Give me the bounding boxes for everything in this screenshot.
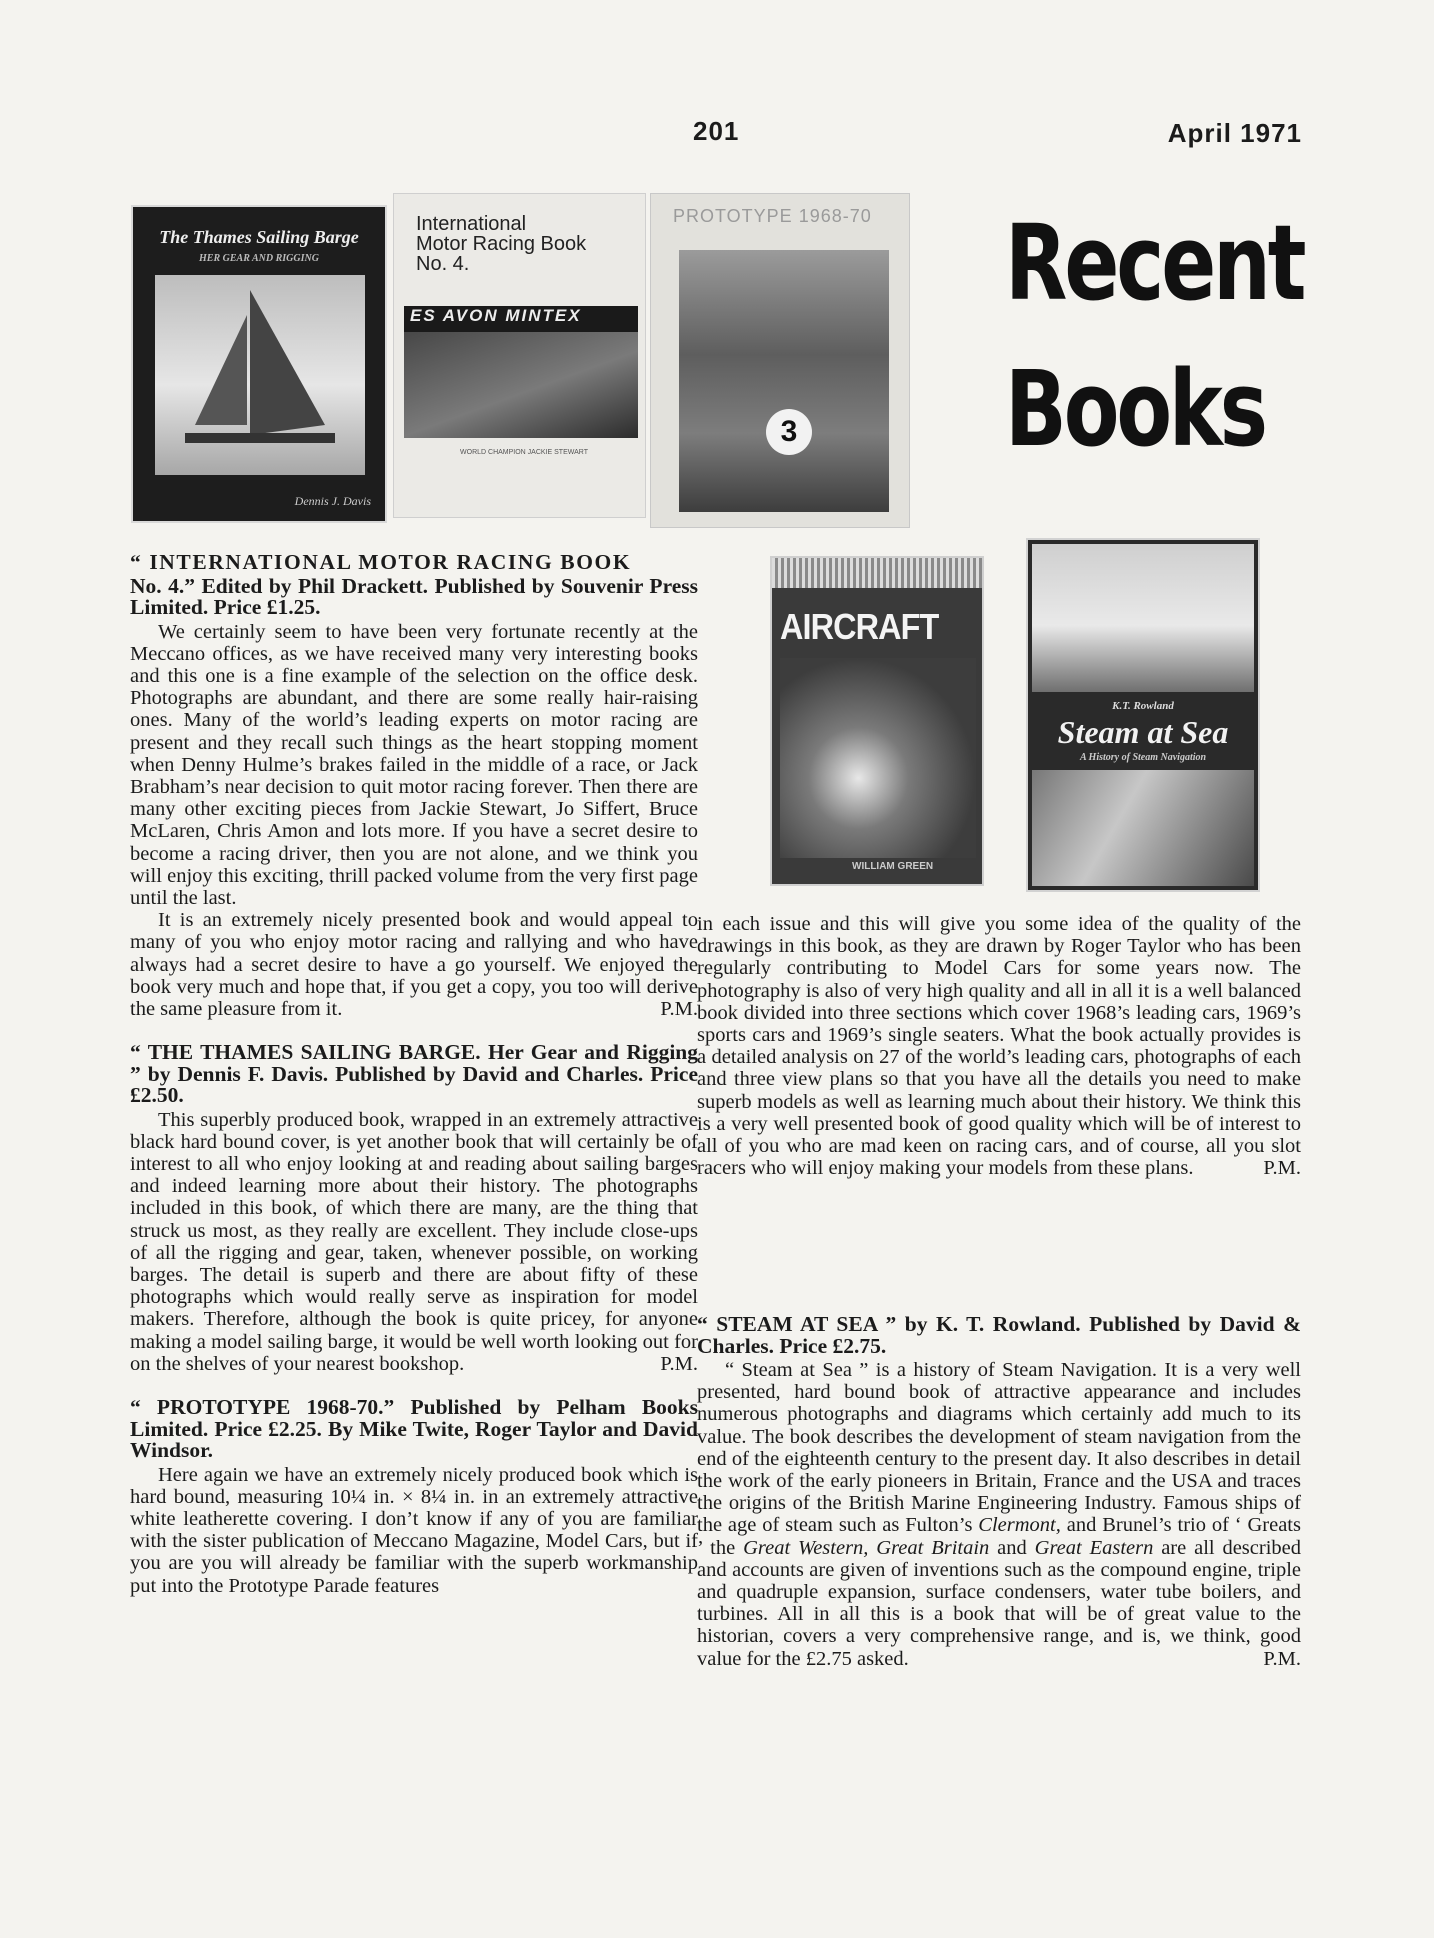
- cover-motor-racing-book: [393, 193, 646, 518]
- cover-author: K.T. Rowland: [1112, 700, 1174, 712]
- review-paragraph: [697, 1359, 1301, 1670]
- sailing-barge-photo: [155, 275, 365, 475]
- cover-thames-sailing-barge: [131, 205, 387, 523]
- review-paragraph: [130, 1109, 698, 1375]
- cover-title: Steam at Sea: [1057, 714, 1229, 750]
- review-signature: P.M.: [660, 997, 698, 1020]
- review-paragraph: [130, 909, 698, 1020]
- ship-name: Great Western, Great Britain: [743, 1536, 990, 1559]
- cover-author: Dennis J. Davis: [294, 494, 371, 508]
- headline-line-1: Recent: [1005, 202, 1304, 324]
- right-column: [697, 913, 1301, 1179]
- review-heading-line: “ INTERNATIONAL MOTOR RACING BOOK: [130, 550, 632, 574]
- aircraft-photo: [780, 658, 976, 858]
- cover-title: AIRCRAFT: [780, 606, 939, 647]
- issue-date: April 1971: [1167, 118, 1302, 148]
- review-heading: “ STEAM AT SEA ” by K. T. Rowland. Published by David & Charles. Price £2.75.: [697, 1312, 1301, 1358]
- review-signature: P.M.: [1263, 1157, 1301, 1180]
- car-number: 3: [766, 409, 812, 455]
- review-paragraph-text: It is an extremely nicely presented book and would appeal to many of you who enjoy motor racing and rallying and who have always had a secret desire to have a go yourself. We enjoyed the book very much and hope that, if you get a copy, you too will derive the same pleasure from it.: [130, 909, 698, 1020]
- review-text: and: [989, 1536, 1035, 1559]
- cover-title: PROTOTYPE 1968-70: [673, 206, 872, 226]
- review-paragraph-text: This superbly produced book, wrapped in an extremely attractive black hard bound cover, is yet another book that will certainly be of interest to all who enjoy looking at and reading about sailing barges and indeed learning more about their history. The photographs included in this book, of which there are many, are the thing that struck us most, as they really are excellent. They include close-ups of all the rigging and gear, taken, whenever possible, on working barges. The detail is superb and there are about fifty of these photographs which would really serve as inspiration for model makers. Therefore, although the book is quite pricey, for anyone making a model sailing barge, it would be well worth looking out for on the shelves of your nearest bookshop.: [130, 1108, 698, 1375]
- decorative-band: [772, 558, 982, 588]
- race-car-photo: [679, 250, 889, 512]
- cover-subtitle: HER GEAR AND RIGGING: [199, 253, 319, 264]
- cover-title: [416, 214, 636, 274]
- review-text: are all described and accounts are given of inventions such as the compound engine, triple and quadruple expansion, surface condensers, water tube boilers, and turbines. All in all this is a book that will be of great value to the historian, covers a very comprehensive range, and is, we think, good value for the £2.75 asked.: [697, 1536, 1301, 1670]
- cover-author: WILLIAM GREEN: [852, 861, 934, 872]
- cover-title: The Thames Sailing Barge: [159, 227, 359, 247]
- cover-title-line-1: International: [416, 213, 527, 235]
- ship-name: Clermont,: [978, 1514, 1061, 1537]
- cover-aircraft: [770, 556, 984, 886]
- review-prototype: [130, 1397, 698, 1597]
- page-number: 201: [693, 116, 740, 146]
- review-heading: “ PROTOTYPE 1968-70.” Published by Pelham Books Limited. Price £2.25. By Mike Twite, Roger Taylor and David Windsor.: [130, 1395, 698, 1463]
- cover-steam-at-sea: [1026, 538, 1260, 892]
- ship-name: Great Eastern: [1034, 1536, 1154, 1559]
- review-signature: P.M.: [660, 1352, 698, 1375]
- review-text: and Brunel’s trio of ‘ Greats ’ the: [697, 1514, 1301, 1559]
- review-signature: P.M.: [1263, 1647, 1301, 1670]
- headline: [1005, 190, 1304, 482]
- steamship-photo: [1032, 544, 1254, 692]
- left-column: [130, 552, 698, 1619]
- cover-credits: WORLD CHAMPION JACKIE STEWART: [460, 449, 588, 456]
- cover-title-line-2: Motor Racing Book: [416, 233, 587, 255]
- engine-photo: [1032, 770, 1254, 886]
- review-text: “ Steam at Sea ” is a history of Steam Navigation. It is a very well presented, hard bound book of attractive appearance and includes numerous photographs and diagrams which certainly add much to its value. The book describes the development of steam navigation from the end of the eighteenth century to the present day. It also describes in detail the work of the early pioneers in Britain, France and the USA and traces the origins of the British Marine Engineering Industry. Famous ships of the age of steam such as Fulton’s: [697, 1359, 1301, 1537]
- review-paragraph-text: in each issue and this will give you some idea of the quality of the drawings in this book, as they are drawn by Roger Taylor who has been regularly contributing to Model Cars for some years now. The photography is also of very high quality and all in all it is a well balanced book divided into three sections which cover 1968’s leading cars, 1969’s sports cars and 1969’s single seaters. What the book actually provides is a detailed analysis on 27 of the world’s leading cars, photographs of each and three view plans so that you have all the details you need to make superb models as well as learning much about their history. We think this is a very well presented book of good quality which will be of interest to all of you who are mad keen on racing cars, and of course, all you slot racers who will enjoy making your models from these plans.: [697, 913, 1301, 1180]
- headline-line-2: Books: [1005, 348, 1265, 470]
- cover-title-line-3: No. 4.: [416, 253, 470, 275]
- cover-prototype: [650, 193, 910, 528]
- review-heading: No. 4.” Edited by Phil Drackett. Published by Souvenir Press Limited. Price £1.25.: [130, 573, 698, 619]
- review-thames-barge: [130, 1042, 698, 1375]
- review-paragraph: We certainly seem to have been very fortunate recently at the Meccano offices, as we have received many very interesting books and this one is a fine example of the selection on the office desk. Photographs are abundant, and there are some really hair-raising ones. Many of the world’s leading experts on motor racing are present and they recall such things as the heart stopping moment when Denny Hulme’s brakes failed in the middle of a race, or Jack Brabham’s near decision to quit motor racing forever. Then there are many other exciting pieces from Jackie Stewart, Jo Siffert, Bruce McLaren, Chris Amon and lots more. If you have a secret desire to become a racing driver, then you are not alone, and we think you will enjoy this exciting, thrill packed volume from the very first page until the last.: [130, 620, 698, 909]
- cover-subtitle: A History of Steam Navigation: [1079, 752, 1207, 763]
- review-heading: “ THE THAMES SAILING BARGE. Her Gear and Rigging ” by Dennis F. Davis. Published by David and Charles. Price £2.50.: [130, 1040, 698, 1108]
- sponsor-banner: ES AVON MINTEX: [404, 306, 638, 332]
- review-steam-at-sea: [697, 1314, 1301, 1670]
- review-motor-racing: [130, 552, 698, 1020]
- review-paragraph: Here again we have an extremely nicely produced book which is hard bound, measuring 10¼ in. × 8¼ in. in an extremely attractive white leatherette covering. I don’t know if any of you are familiar with the sister publication of Meccano Magazine, Model Cars, but if you are you will already be familiar with the superb workmanship put into the Prototype Parade features: [130, 1463, 698, 1597]
- review-continuation: [697, 913, 1301, 1179]
